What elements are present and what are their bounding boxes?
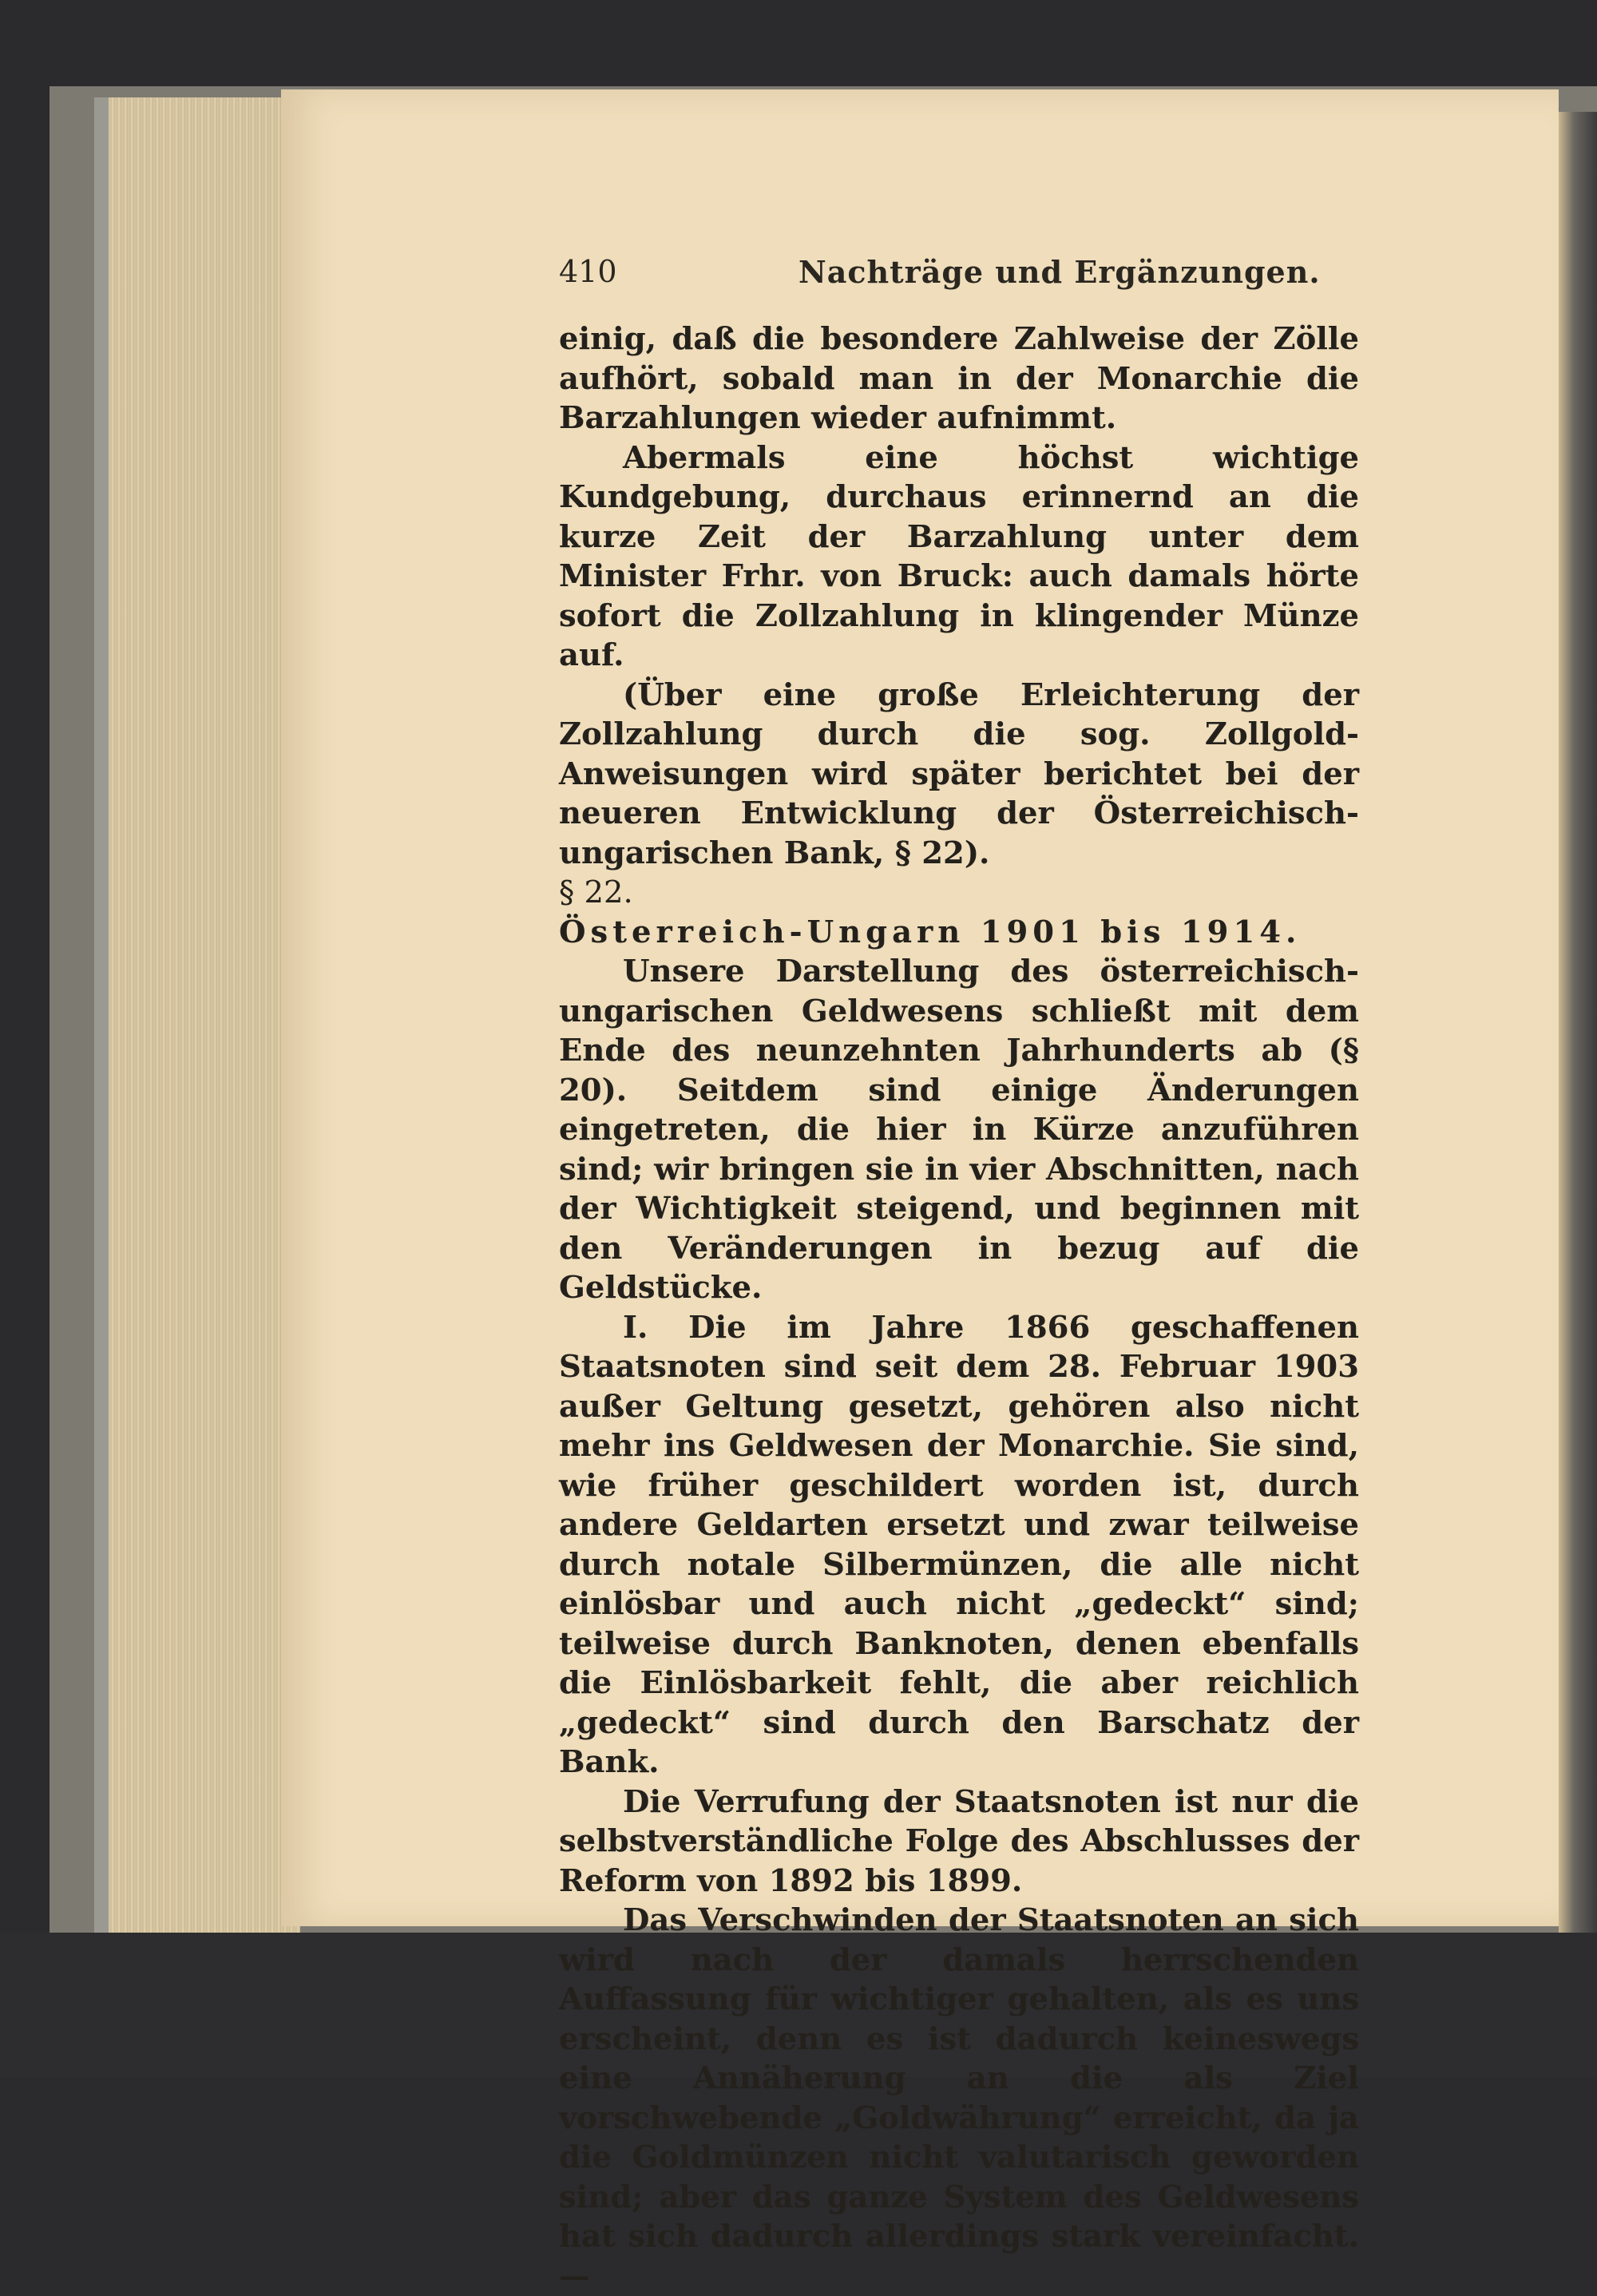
paragraph-5: I. Die im Jahre 1866 geschaffenen Staatsnoten sind seit dem 28. Februar 1903 außer Geltung gesetzt, gehören also nicht mehr ins Geldwesen der Monarchie. Sie sind, wie früher geschildert worden ist, durch andere Geldarten ersetzt und zwar teilweise durch notale Silbermünzen, die alle nicht einlösbar und auch nicht „gedeckt“ sind; teilweise durch Banknoten, denen ebenfalls die Einlösbarkeit fehlt, die aber reichlich „gedeckt“ sind durch den Barschatz der Bank. xyxy=(559,1309,1359,1780)
page-header xyxy=(559,254,1357,302)
page-text xyxy=(559,319,1359,2296)
section-title: Österreich-Ungarn 1901 bis 1914. xyxy=(559,914,1302,950)
paragraph-4: Unsere Darstellung des österreichisch-ungarischen Geldwesens schließt mit dem Ende des neunzehnten Jahrhunderts ab (§ 20). Seitdem sind einige Änderungen eingetreten, die hier in Kürze anzuführen sind; wir bringen sie in vier Abschnitten, nach der Wichtigkeit steigend, und beginnen mit den Veränderungen in bezug auf die Geldstücke. xyxy=(559,954,1359,1306)
page-number: 410 xyxy=(559,254,617,289)
paragraph-1: einig, daß die besondere Zahlweise der Zölle aufhört, sobald man in der Monarchie die Barzahlungen wieder aufnimmt. xyxy=(559,321,1359,436)
facing-page-edge xyxy=(1559,112,1597,1949)
section-number: § 22. xyxy=(559,874,633,910)
paragraph-2: Abermals eine höchst wichtige Kundgebung, durchaus erinnernd an die kurze Zeit der Barzahlung unter dem Minister Frhr. von Bruck: auch damals hörte sofort die Zollzahlung in klingender Münze auf. xyxy=(559,439,1359,673)
paragraph-6: Die Verrufung der Staatsnoten ist nur die selbstverständliche Folge des Abschlusses der Reform von 1892 bis 1899. xyxy=(559,1783,1359,1899)
paragraph-7: Das Verschwinden der Staatsnoten an sich wird nach der damals herrschenden Auffassung für wichtiger gehalten, als es uns erscheint, denn es ist dadurch keineswegs eine Annäherung an die als Ziel vorschwebende „Goldwährung“ erreicht, da ja die Goldmünzen nicht valutarisch geworden sind; aber das ganze System des Geldwesens hat sich dadurch allerdings stark vereinfacht. — xyxy=(559,1902,1359,2294)
running-head: Nachträge und Ergänzungen. xyxy=(798,254,1321,290)
page-edges xyxy=(94,97,300,1934)
paragraph-3: (Über eine große Erleichterung der Zollzahlung durch die sog. Zollgold-Anweisungen wird später berichtet bei der neueren Entwicklung der Österreichisch-ungarischen Bank, § 22). xyxy=(559,676,1359,871)
